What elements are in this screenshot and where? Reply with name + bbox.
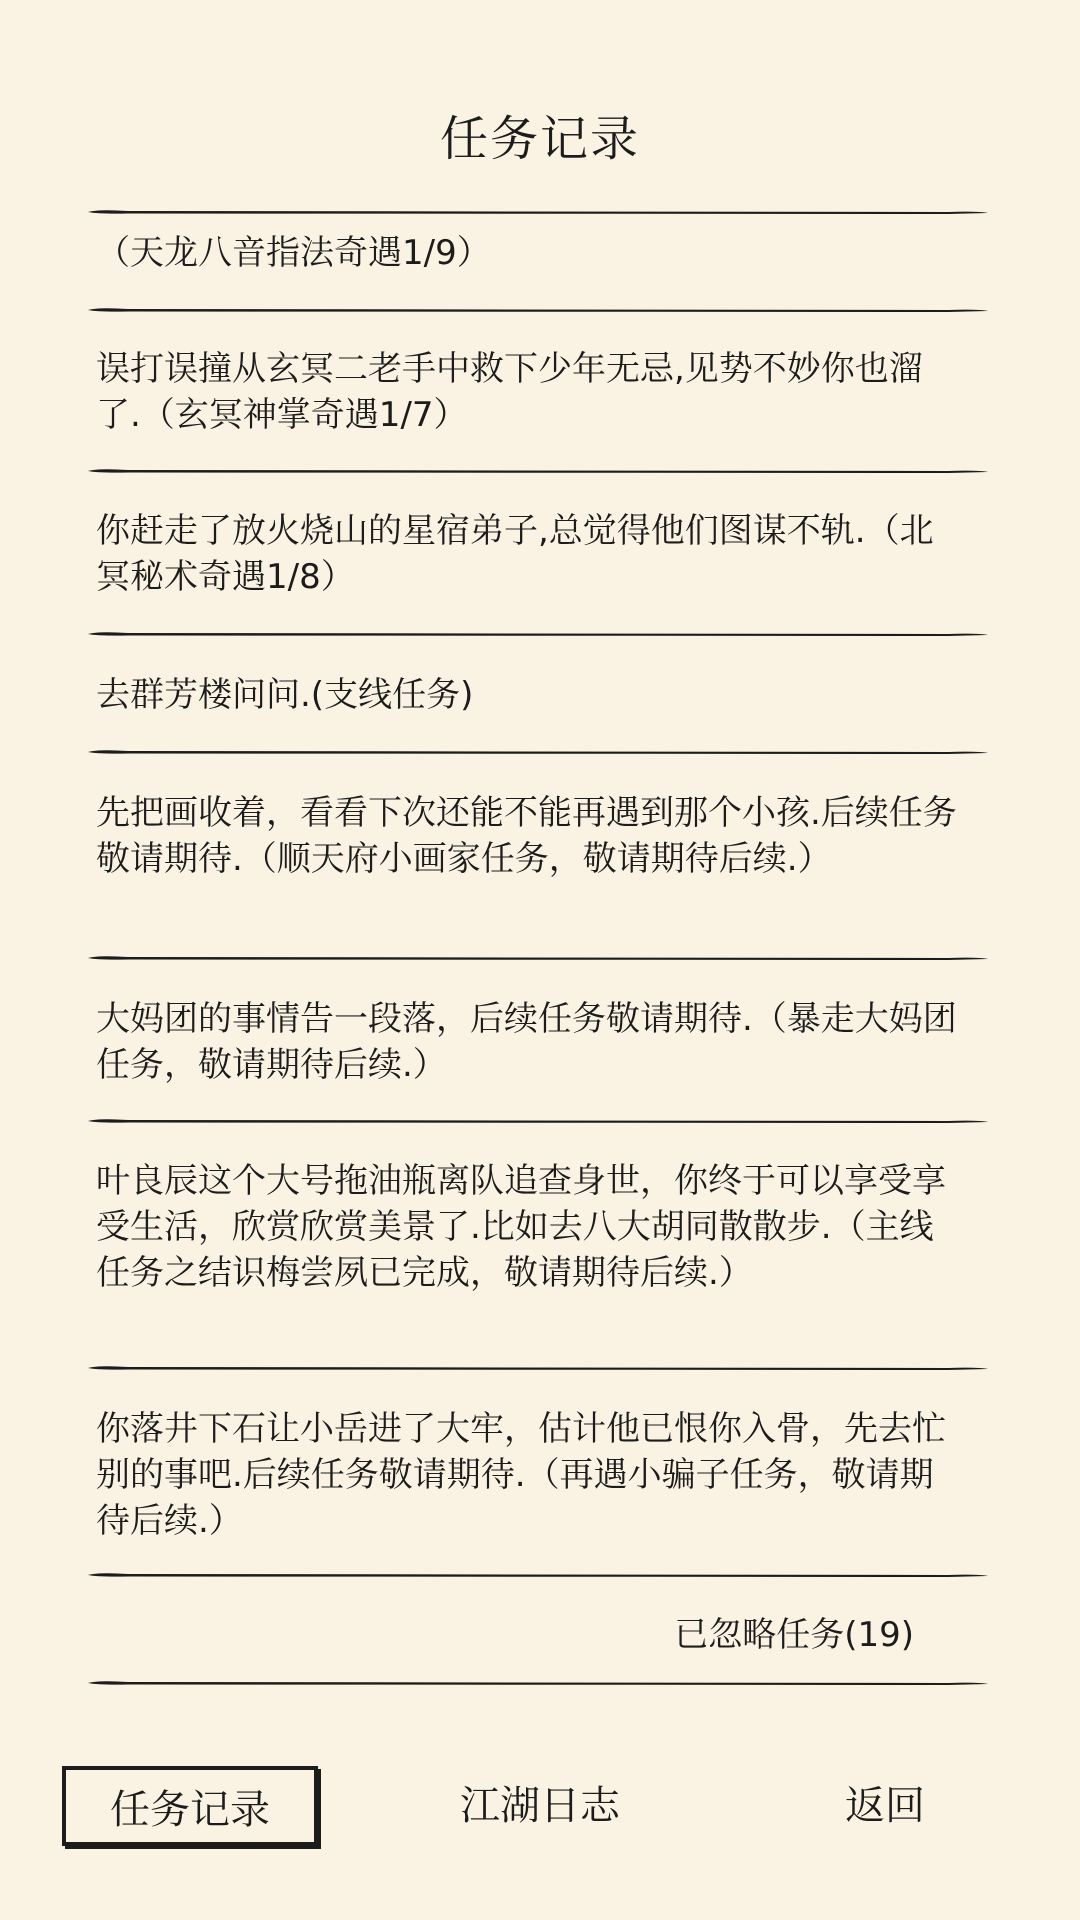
ignored-quests-link[interactable]: 已忽略任务(19) <box>674 1615 914 1655</box>
quest-entry[interactable]: 叶良辰这个大号拖油瓶离队追查身世，你终于可以享受享受生活，欣赏欣赏美景了.比如去八大胡同散散步.（主线任务之结识梅尝夙已完成，敬请期待后续.） <box>96 1161 946 1293</box>
page-title: 任务记录 <box>439 111 640 167</box>
tab-jianghu-journal[interactable]: 江湖日志 <box>460 1783 620 1829</box>
divider <box>88 1364 988 1372</box>
quest-entry[interactable]: （天龙八音指法奇遇1/9） <box>96 233 491 273</box>
back-button[interactable]: 返回 <box>845 1783 925 1829</box>
tab-quest-records[interactable]: 任务记录 <box>62 1766 318 1846</box>
quest-entry[interactable]: 误打误撞从玄冥二老手中救下少年无忌,见势不妙你也溜了.（玄冥神掌奇遇1/7） <box>96 349 923 435</box>
divider <box>88 748 988 756</box>
divider <box>88 630 988 638</box>
quest-entry[interactable]: 去群芳楼问问.(支线任务) <box>96 675 474 715</box>
divider <box>88 1679 988 1687</box>
quest-entry[interactable]: 你落井下石让小岳进了大牢，估计他已恨你入骨，先去忙别的事吧.后续任务敬请期待.（再遇小骗子任务，敬请期待后续.） <box>96 1409 946 1541</box>
quest-entry[interactable]: 先把画收着，看看下次还能不能再遇到那个小孩.后续任务敬请期待.（顺天府小画家任务，敬请期待后续.） <box>96 793 957 879</box>
divider <box>88 467 988 475</box>
divider <box>88 1117 988 1125</box>
quest-entry[interactable]: 你赶走了放火烧山的星宿弟子,总觉得他们图谋不轨.（北冥秘术奇遇1/8） <box>96 511 934 597</box>
divider <box>88 306 988 314</box>
bottom-nav <box>0 1766 1080 1846</box>
quest-entry[interactable]: 大妈团的事情告一段落，后续任务敬请期待.（暴走大妈团任务，敬请期待后续.） <box>96 999 957 1085</box>
divider <box>88 208 988 216</box>
divider <box>88 954 988 962</box>
divider <box>88 1571 988 1579</box>
